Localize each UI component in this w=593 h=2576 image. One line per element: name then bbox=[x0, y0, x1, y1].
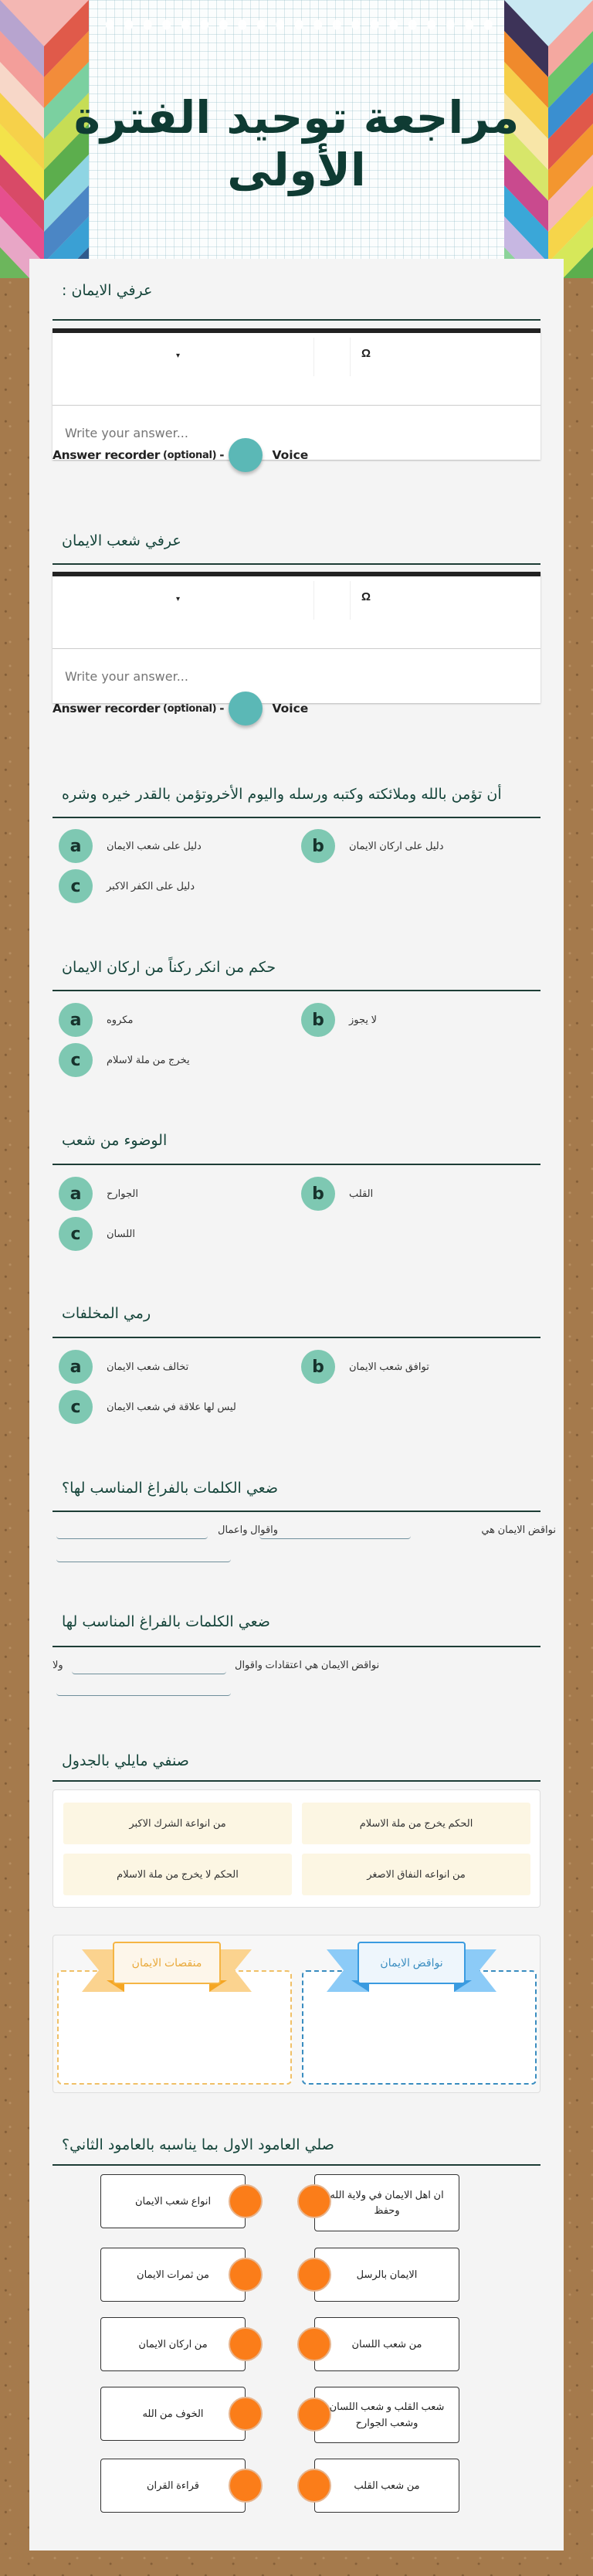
classify-items-pool bbox=[53, 1789, 540, 1908]
option-c[interactable] bbox=[59, 1390, 236, 1424]
bucket-label: منقصات الايمان bbox=[113, 1942, 221, 1984]
option-text: دليل على اركان الايمان bbox=[349, 840, 444, 851]
option-text: القلب bbox=[349, 1188, 374, 1199]
option-letter-badge[interactable]: a bbox=[59, 1177, 93, 1211]
voice-label: Voice bbox=[272, 448, 309, 462]
page-header bbox=[0, 0, 593, 278]
option-letter-badge[interactable]: c bbox=[59, 1043, 93, 1077]
recorder-dash: - bbox=[219, 702, 225, 715]
blank-input[interactable] bbox=[56, 1522, 208, 1539]
option-b[interactable] bbox=[301, 1003, 377, 1037]
question-title: عرفي الايمان : bbox=[62, 282, 153, 299]
divider bbox=[53, 1646, 540, 1647]
draggable-item[interactable]: من انواعة الشرك الاكبر bbox=[63, 1803, 292, 1844]
option-a[interactable] bbox=[59, 1003, 133, 1037]
divider bbox=[53, 1780, 540, 1782]
connector-dot[interactable] bbox=[297, 2258, 331, 2292]
special-character-icon[interactable]: Ω bbox=[361, 590, 371, 603]
option-letter-badge[interactable]: b bbox=[301, 829, 335, 863]
option-text: يخرج من ملة لاسلام bbox=[107, 1054, 190, 1065]
option-letter-badge[interactable]: b bbox=[301, 1003, 335, 1037]
option-b[interactable] bbox=[301, 1350, 429, 1384]
option-text: تخالف شعب الايمان bbox=[107, 1361, 189, 1372]
special-character-icon[interactable]: Ω bbox=[361, 347, 371, 360]
divider bbox=[53, 563, 540, 565]
blank-input[interactable] bbox=[56, 1679, 231, 1696]
recorder-dash: - bbox=[219, 448, 225, 462]
option-text: توافق شعب الايمان bbox=[349, 1361, 429, 1372]
connector-dot[interactable] bbox=[229, 2469, 263, 2503]
option-text: ليس لها علاقة في شعب الايمان bbox=[107, 1401, 236, 1412]
connector-dot[interactable] bbox=[297, 2184, 331, 2218]
editor-toolbar bbox=[53, 333, 540, 406]
option-text: لا يجوز bbox=[349, 1014, 378, 1025]
option-c[interactable] bbox=[59, 1043, 190, 1077]
match-item-right[interactable]: ان اهل الايمان في ولاية الله وحفظ bbox=[314, 2174, 459, 2231]
match-item-left[interactable]: الخوف من الله bbox=[100, 2387, 246, 2441]
question-title: عرفي شعب الايمان bbox=[62, 532, 181, 549]
connector-dot[interactable] bbox=[229, 2327, 263, 2361]
bucket-label: نواقض الايمان bbox=[357, 1942, 466, 1984]
option-b[interactable] bbox=[301, 829, 444, 863]
blank-input[interactable] bbox=[259, 1522, 411, 1539]
match-item-left[interactable]: من ثمرات الايمان bbox=[100, 2248, 246, 2302]
question-2 bbox=[53, 532, 540, 549]
option-text: دليل على الكفر الاكبر bbox=[107, 880, 195, 892]
ribbon-label-blue bbox=[334, 1942, 489, 1992]
option-b[interactable] bbox=[301, 1177, 373, 1211]
question-3 bbox=[53, 786, 540, 803]
sentence-segment: واقوال واعمال bbox=[218, 1524, 279, 1535]
match-item-right[interactable]: الايمان بالرسل bbox=[314, 2248, 459, 2302]
divider bbox=[53, 319, 540, 321]
match-item-right[interactable]: من شعب القلب bbox=[314, 2459, 459, 2513]
question-title: أن تؤمن بالله وملائكته وكتبه ورسله واليوم الأخروتؤمن بالقدر خيره وشره bbox=[62, 786, 502, 803]
option-c[interactable] bbox=[59, 869, 195, 903]
dropdown-arrow-icon[interactable]: ▾ bbox=[176, 595, 181, 603]
question-4 bbox=[53, 959, 540, 976]
match-item-right[interactable]: من شعب اللسان bbox=[314, 2317, 459, 2371]
option-letter-badge[interactable]: a bbox=[59, 829, 93, 863]
option-letter-badge[interactable]: b bbox=[301, 1350, 335, 1384]
option-a[interactable] bbox=[59, 1177, 138, 1211]
sentence-segment: ولا bbox=[53, 1659, 63, 1670]
recorder-label: Answer recorder bbox=[53, 702, 161, 715]
question-5 bbox=[53, 1132, 540, 1149]
voice-label: Voice bbox=[272, 702, 309, 715]
match-item-left[interactable]: انواع شعب الايمان bbox=[100, 2174, 246, 2228]
question-title: الوضوء من شعب bbox=[62, 1132, 168, 1149]
connector-dot[interactable] bbox=[297, 2469, 331, 2503]
page-title: مراجعة توحيد الفترة الأولى bbox=[73, 91, 520, 196]
option-letter-badge[interactable]: a bbox=[59, 1350, 93, 1384]
question-9 bbox=[53, 1752, 540, 1769]
question-1 bbox=[53, 282, 540, 299]
connector-dot[interactable] bbox=[229, 2184, 263, 2218]
question-title: حكم من انكر ركناً من اركان الايمان bbox=[62, 959, 276, 976]
dropdown-arrow-icon[interactable]: ▾ bbox=[176, 352, 181, 360]
draggable-item[interactable]: الحكم لا يخرج من ملة الاسلام bbox=[63, 1854, 292, 1895]
option-a[interactable] bbox=[59, 829, 202, 863]
option-letter-badge[interactable]: c bbox=[59, 1217, 93, 1251]
recorder-optional: (optional) bbox=[163, 702, 217, 715]
record-voice-button[interactable] bbox=[229, 692, 263, 726]
option-text: مكروه bbox=[107, 1014, 134, 1025]
toolbar-separator bbox=[350, 581, 351, 620]
connector-dot[interactable] bbox=[297, 2398, 331, 2432]
answer-recorder bbox=[53, 692, 308, 726]
option-letter-badge[interactable]: a bbox=[59, 1003, 93, 1037]
divider bbox=[53, 1337, 540, 1338]
divider bbox=[53, 990, 540, 991]
draggable-item[interactable]: من انواعه النفاق الاصغر bbox=[302, 1854, 530, 1895]
match-item-left[interactable]: قراءة القران bbox=[100, 2459, 246, 2513]
question-7 bbox=[53, 1480, 540, 1497]
option-text: الجوارح bbox=[107, 1188, 138, 1199]
match-item-left[interactable]: من اركان الايمان bbox=[100, 2317, 246, 2371]
toolbar-separator bbox=[313, 581, 314, 620]
ribbon-label-orange bbox=[90, 1942, 244, 1992]
question-title: ضعي الكلمات بالفراغ المناسب لها؟ bbox=[62, 1480, 278, 1497]
question-6 bbox=[53, 1305, 540, 1322]
connector-dot[interactable] bbox=[229, 2258, 263, 2292]
sentence-segment: نواقض الايمان هي اعتقادات واقوال bbox=[235, 1659, 380, 1670]
option-letter-badge[interactable]: c bbox=[59, 869, 93, 903]
divider bbox=[53, 1511, 540, 1512]
record-voice-button[interactable] bbox=[229, 438, 263, 472]
option-c[interactable] bbox=[59, 1217, 135, 1251]
option-text: اللسان bbox=[107, 1228, 135, 1239]
question-title: رمي المخلفات bbox=[62, 1305, 151, 1322]
classify-buckets bbox=[53, 1935, 540, 2093]
question-8 bbox=[53, 1613, 540, 1630]
recorder-optional: (optional) bbox=[163, 449, 217, 461]
toolbar-separator bbox=[313, 338, 314, 376]
editor-toolbar bbox=[53, 576, 540, 649]
rich-text-editor bbox=[53, 572, 540, 703]
question-10 bbox=[53, 2136, 540, 2153]
question-title: ضعي الكلمات بالفراغ المناسب لها bbox=[62, 1613, 270, 1630]
option-a[interactable] bbox=[59, 1350, 188, 1384]
answer-recorder bbox=[53, 438, 308, 472]
worksheet-card bbox=[29, 259, 564, 2551]
divider bbox=[53, 2164, 540, 2166]
option-text: دليل على شعب الايمان bbox=[107, 840, 202, 851]
option-letter-badge[interactable]: c bbox=[59, 1390, 93, 1424]
divider bbox=[53, 817, 540, 818]
question-title: صلي العامود الاول بما يناسبه بالعامود الثاني؟ bbox=[62, 2136, 334, 2153]
blank-input[interactable] bbox=[72, 1657, 226, 1674]
notebook-holes bbox=[100, 15, 493, 34]
sentence-segment: نواقض الايمان هي bbox=[481, 1524, 556, 1535]
divider bbox=[53, 1164, 540, 1165]
draggable-item[interactable]: الحكم يخرج من ملة الاسلام bbox=[302, 1803, 530, 1844]
question-title: صنفي مايلي بالجدول bbox=[62, 1752, 189, 1769]
connector-dot[interactable] bbox=[297, 2327, 331, 2361]
option-letter-badge[interactable]: b bbox=[301, 1177, 335, 1211]
toolbar-separator bbox=[350, 338, 351, 376]
connector-dot[interactable] bbox=[229, 2397, 263, 2431]
match-item-right[interactable]: شعب القلب و شعب اللسان وشعب الجوارح bbox=[314, 2387, 459, 2443]
blank-input[interactable] bbox=[56, 1545, 231, 1562]
recorder-label: Answer recorder bbox=[53, 448, 161, 462]
